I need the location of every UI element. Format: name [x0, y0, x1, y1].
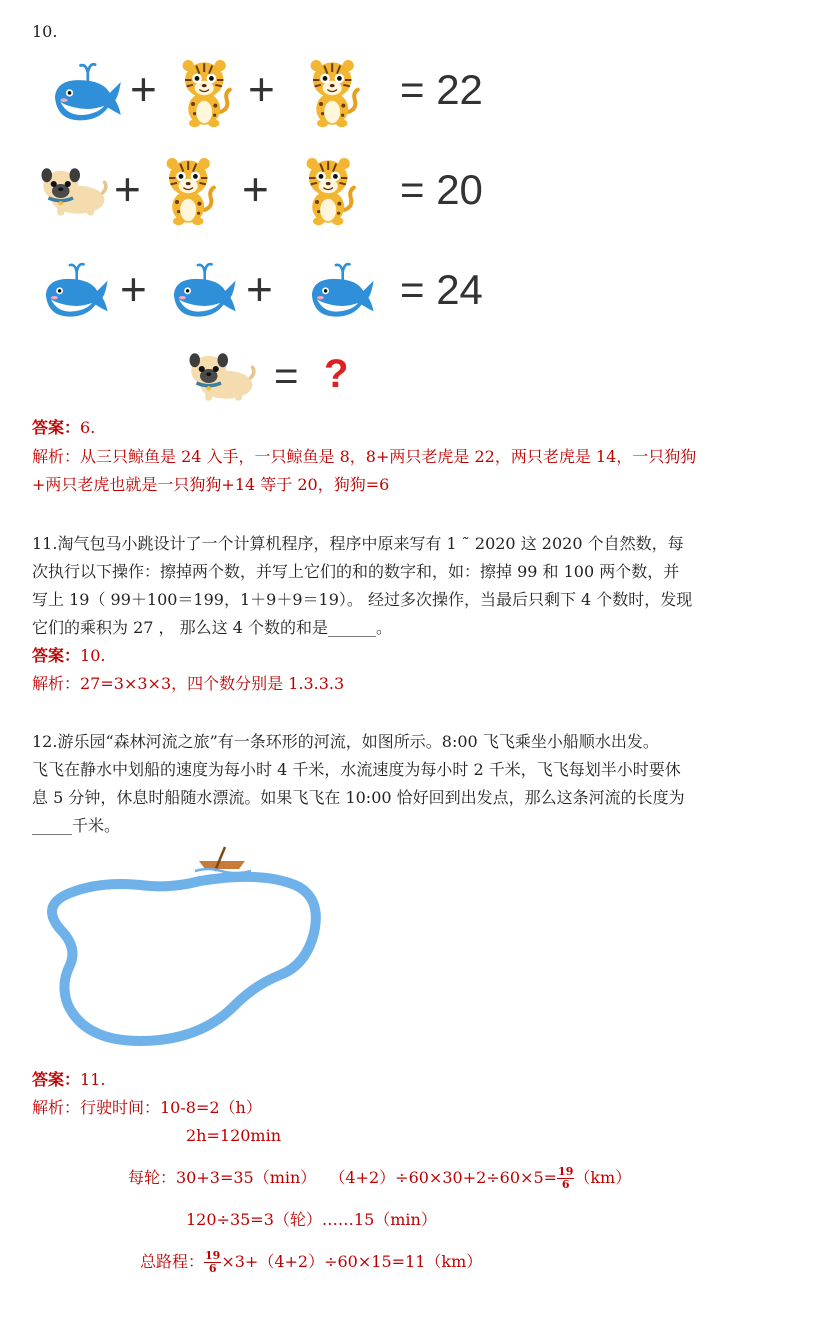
river-diagram	[30, 845, 330, 1055]
whale-icon	[38, 260, 112, 320]
q12-line-1: 12.游乐园“森林河流之旅”有一条环形的河流，如图所示。8:00 飞飞乘坐小船顺水出发。	[32, 732, 659, 751]
tiger-icon	[160, 154, 218, 226]
plus-sign: +	[248, 63, 275, 115]
tiger-icon	[300, 154, 358, 226]
fraction-numerator: 19	[205, 1249, 221, 1262]
answer-label: 答案：	[32, 646, 81, 665]
q10-answer	[32, 414, 95, 442]
river-loop	[52, 877, 316, 1041]
q11-line-1: 11.淘气包马小跳设计了一个计算机程序，程序中原来写有 1 ˜ 2020 这 2020 个自然数，每	[32, 534, 684, 553]
tiger-icon	[304, 56, 362, 128]
tiger-icon	[176, 56, 234, 128]
q10-analysis-line-2: +两只老虎也就是一只狗狗+14 等于 20，狗狗=6	[32, 475, 390, 494]
q12-line-4: _____千米。	[32, 816, 121, 835]
q10-analysis-line-1: 解析：从三只鲸鱼是 24 入手，一只鲸鱼是 8，8+两只老虎是 22，两只老虎是 14，一只狗狗	[32, 447, 697, 466]
pug-icon	[186, 348, 256, 404]
plus-sign: +	[114, 163, 141, 215]
whale-icon	[46, 60, 126, 124]
equation-row-2	[38, 154, 508, 226]
answer-label: 答案：	[32, 418, 81, 437]
boat-icon	[195, 847, 251, 873]
q12-solution-minutes: 2h=120min	[186, 1126, 282, 1145]
plus-sign: +	[246, 263, 273, 315]
equation-result: = 20	[400, 166, 483, 213]
plus-sign: +	[130, 63, 157, 115]
q12-solution-rounds: 120÷35=3（轮）……15（min）	[186, 1210, 437, 1229]
q12-answer	[32, 1066, 105, 1094]
q12-solution-time: 解析：行驶时间：10-8=2（h）	[32, 1098, 262, 1117]
equals-sign: =	[274, 352, 299, 399]
fraction-denominator: 6	[208, 1262, 217, 1275]
answer-value: 11.	[80, 1070, 106, 1089]
q11-analysis: 解析：27=3×3×3，四个数分别是 1.3.3.3	[32, 674, 345, 693]
q12-solution-total	[140, 1248, 482, 1276]
answer-label: 答案：	[32, 1070, 81, 1089]
total-label: 总路程：	[140, 1252, 205, 1271]
fraction-numerator: 19	[558, 1165, 574, 1178]
q11-line-4: 它们的乘积为 27 ， 那么这 4 个数的和是______。	[32, 618, 392, 637]
answer-value: 10.	[80, 646, 106, 665]
question-mark: ?	[324, 352, 349, 396]
equation-row-4	[180, 342, 380, 408]
whale-icon	[166, 260, 240, 320]
fraction	[557, 1166, 574, 1191]
round-expression: 每轮：30+3=35（min） （4+2）÷60×30+2÷60×5=	[128, 1168, 558, 1187]
fraction	[204, 1250, 221, 1275]
q12-line-3: 息 5 分钟，休息时船随水漂流。如果飞飞在 10:00 恰好回到出发点，那么这条河流的长度为	[32, 788, 685, 807]
whale-icon	[304, 260, 378, 320]
equation-result: = 22	[400, 66, 483, 113]
fraction-denominator: 6	[561, 1178, 570, 1191]
q11-line-2: 次执行以下操作：擦掉两个数，并写上它们的和的数字和，如：擦掉 99 和 100 两个数，并	[32, 562, 680, 581]
boat-hull	[199, 861, 245, 869]
question-10-number: 10.	[32, 22, 58, 41]
equation-result: = 24	[400, 266, 483, 313]
plus-sign: +	[120, 263, 147, 315]
total-expression: ×3+（4+2）÷60×15=11（km）	[221, 1252, 483, 1271]
q12-solution-round	[128, 1164, 631, 1192]
equation-row-1	[38, 56, 508, 128]
q11-line-3: 写上 19（ 99＋100＝199，1＋9＋9＝19）。 经过多次操作，当最后只剩下 4 个数时，发现	[32, 590, 693, 609]
pug-icon	[38, 164, 108, 218]
plus-sign: +	[242, 163, 269, 215]
answer-value: 6.	[80, 418, 96, 437]
q11-answer	[32, 642, 105, 670]
q12-line-2: 飞飞在静水中划船的速度为每小时 4 千米，水流速度为每小时 2 千米，飞飞每划半小时要休	[32, 760, 681, 779]
equation-row-3	[38, 256, 508, 328]
round-unit: （km）	[574, 1168, 632, 1187]
